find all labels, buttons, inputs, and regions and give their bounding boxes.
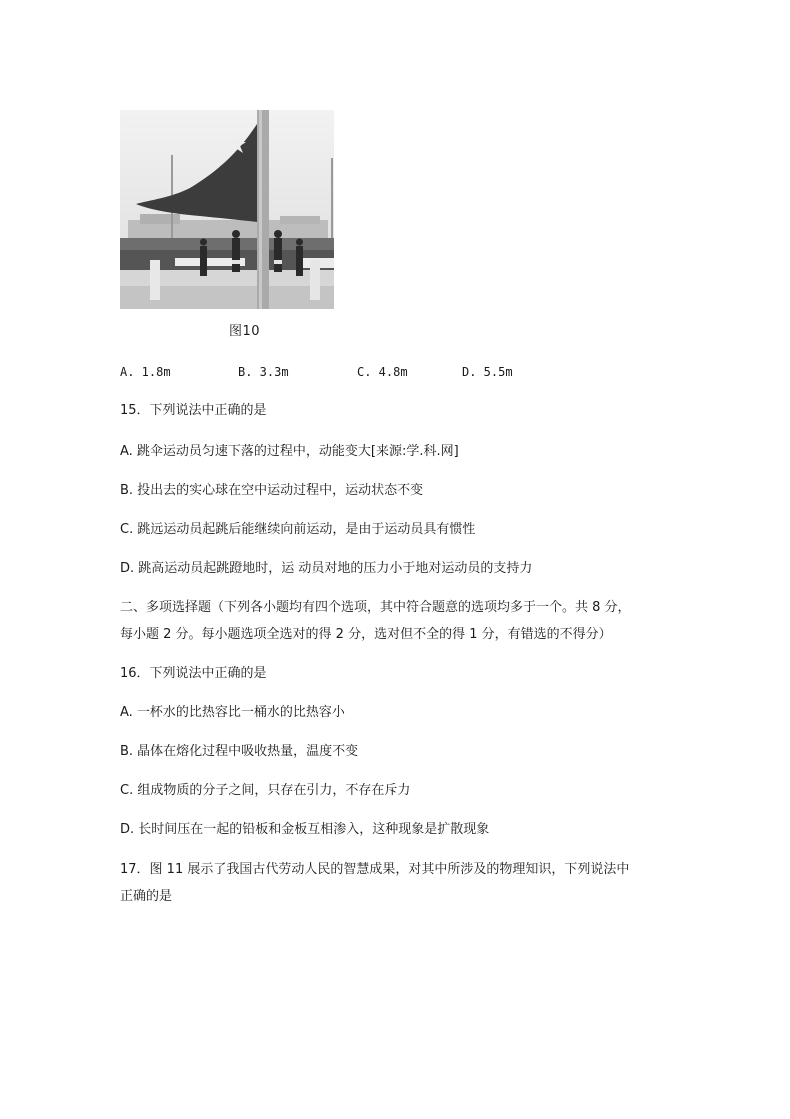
- q15-stem: 15．下列说法中正确的是: [120, 403, 267, 418]
- q15-option-a: A. 跳伞运动员匀速下落的过程中，动能变大[来源:学.科.网]: [120, 444, 459, 459]
- q15-option-c: C. 跳远运动员起跳后能继续向前运动，是由于运动员具有惯性: [120, 522, 476, 537]
- flag-raising-image: [120, 110, 334, 309]
- q16-option-d: D. 长时间压在一起的铅板和金板互相渗入，这种现象是扩散现象: [120, 822, 490, 837]
- q14-option-d: D. 5.5m: [462, 365, 513, 379]
- q17-stem-line2: 正确的是: [120, 889, 173, 904]
- q16-option-a: A. 一杯水的比热容比一桶水的比热容小: [120, 705, 345, 720]
- flag-raising-photo: [120, 110, 334, 309]
- q14-option-a: A. 1.8m: [120, 365, 171, 379]
- q17-stem-line1: 17．图 11 展示了我国古代劳动人民的智慧成果，对其中所涉及的物理知识，下列说法中: [120, 862, 630, 877]
- q14-option-c: C. 4.8m: [357, 365, 408, 379]
- q16-option-c: C. 组成物质的分子之间，只存在引力，不存在斥力: [120, 783, 411, 798]
- q16-stem: 16．下列说法中正确的是: [120, 666, 267, 681]
- section2-heading-line1: 二、多项选择题（下列各小题均有四个选项，其中符合题意的选项均多于一个。共 8 分，: [120, 600, 631, 615]
- figure-caption: 图10: [229, 324, 261, 339]
- q15-option-b: B. 投出去的实心球在空中运动过程中，运动状态不变: [120, 483, 424, 498]
- q14-option-b: B. 3.3m: [238, 365, 289, 379]
- q15-option-d: D. 跳高运动员起跳蹬地时，运 动员对地的压力小于地对运动员的支持力: [120, 561, 533, 576]
- q14-options: [120, 365, 680, 383]
- q16-option-b: B. 晶体在熔化过程中吸收热量，温度不变: [120, 744, 359, 759]
- section2-heading-line2: 每小题 2 分。每小题选项全选对的得 2 分，选对但不全的得 1 分，有错选的不得分）: [120, 627, 612, 642]
